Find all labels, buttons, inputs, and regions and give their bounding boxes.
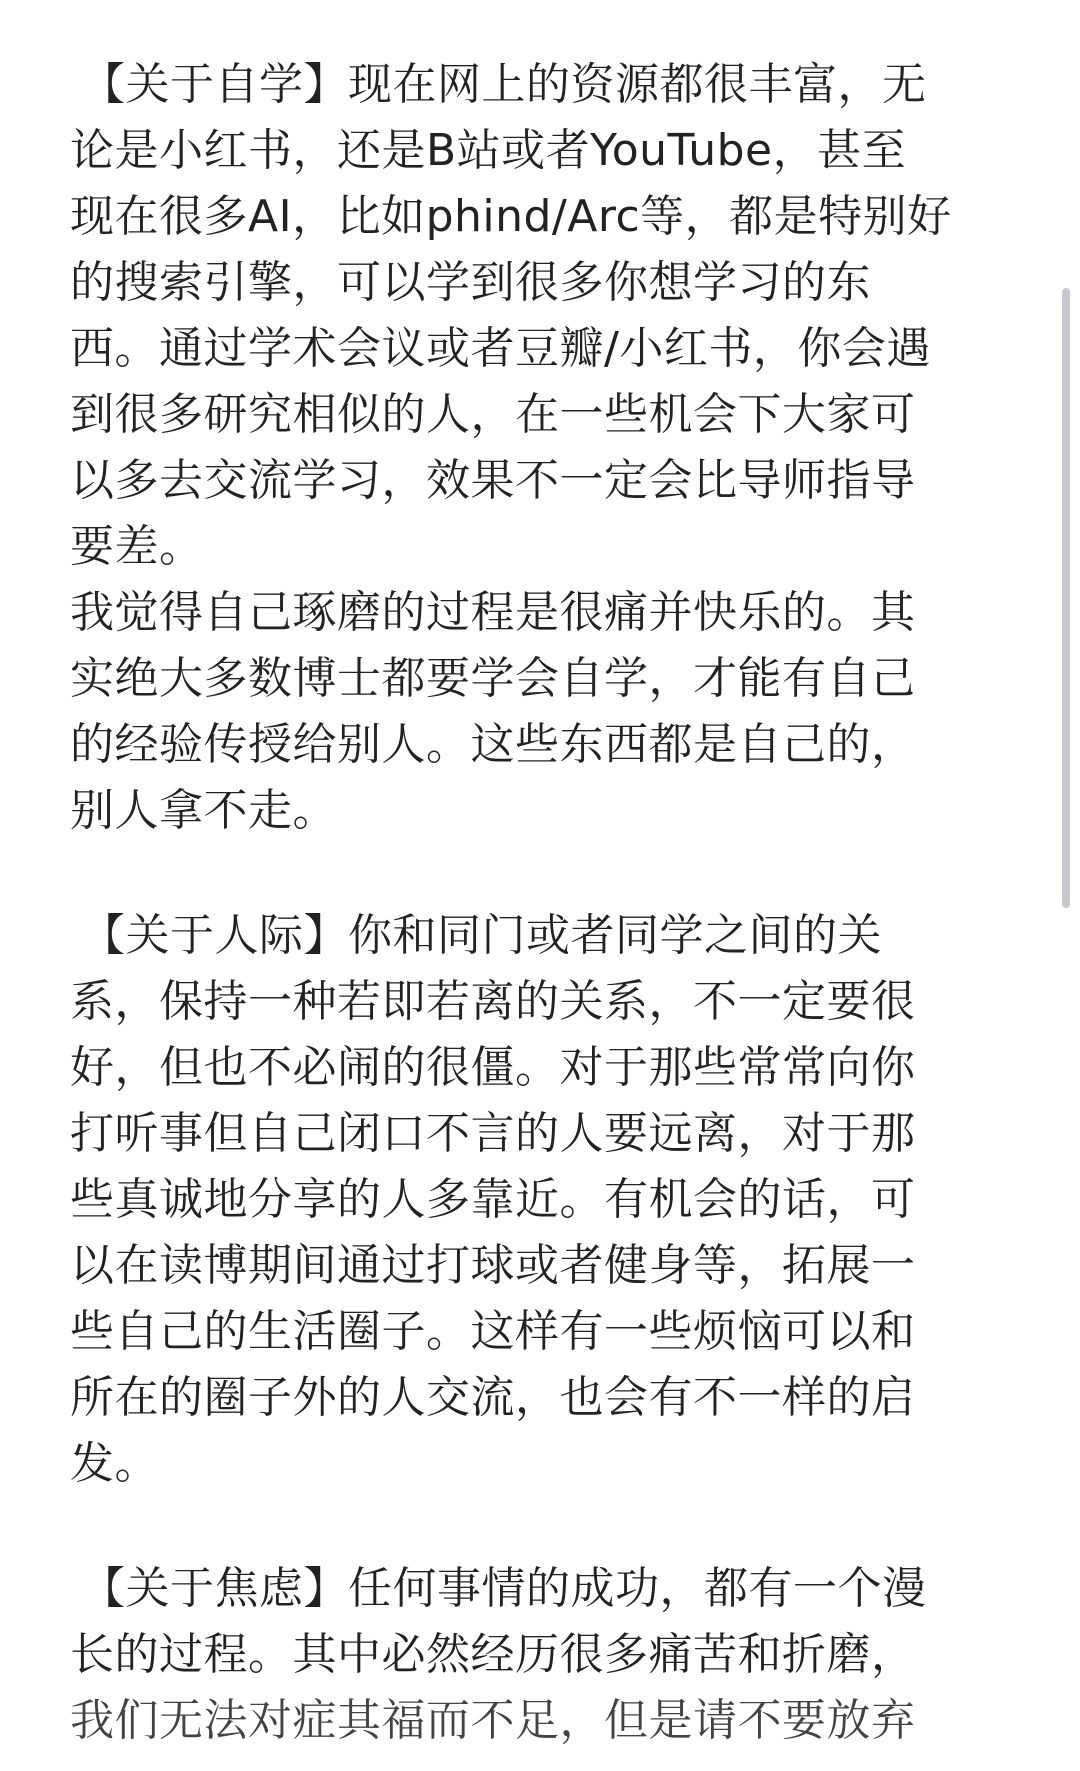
text-line: 要差。 [70, 521, 204, 572]
partially-visible-line [70, 1688, 1010, 1746]
text-line: 别人拿不走。 [70, 785, 337, 836]
text-line: 系，保持一种若即若离的关系，不一定要很 [70, 976, 916, 1027]
text-line: 以在读博期间通过打球或者健身等，拓展一 [70, 1240, 916, 1291]
text-line: 的经验传授给别人。这些东西都是自己的， [70, 719, 916, 770]
text-line: 打听事但自己闭口不言的人要远离，对于那 [70, 1108, 916, 1159]
section-self-study [70, 52, 1010, 844]
text-line: 以多去交流学习，效果不一定会比导师指导 [70, 455, 916, 506]
text-line: 我觉得自己琢磨的过程是很痛并快乐的。其 [70, 587, 916, 638]
section-relationships [70, 903, 1010, 1497]
text-line: 到很多研究相似的人，在一些机会下大家可 [70, 389, 916, 440]
section-anxiety [70, 1556, 1010, 1746]
text-line: 些真诚地分享的人多靠近。有机会的话，可 [70, 1174, 916, 1225]
text-line: 【关于自学】现在网上的资源都很丰富，无 [81, 59, 927, 110]
text-line: 【关于焦虑】任何事情的成功，都有一个漫 [81, 1563, 927, 1614]
text-line: 长的过程。其中必然经历很多痛苦和折磨， [70, 1629, 916, 1680]
text-line: 实绝大多数博士都要学会自学，才能有自己 [70, 653, 916, 704]
text-line: 的搜索引擎，可以学到很多你想学习的东 [70, 257, 871, 308]
text-line: 发。 [70, 1438, 159, 1489]
scrollbar-thumb[interactable] [1062, 288, 1070, 908]
text-line: 西。通过学术会议或者豆瓣/小红书，你会遇 [70, 323, 931, 374]
text-line: 论是小红书，还是B站或者YouTube，甚至 [70, 125, 907, 176]
text-line: 些自己的生活圈子。这样有一些烦恼可以和 [70, 1306, 916, 1357]
text-line: 【关于人际】你和同门或者同学之间的关 [81, 910, 882, 961]
text-line: 现在很多AI，比如phind/Arc等，都是特别好 [70, 191, 952, 242]
text-line: 所在的圈子外的人交流，也会有不一样的启 [70, 1372, 916, 1423]
text-line: 我们无法对症其福而不足，但是请不要放弃 [70, 1695, 916, 1746]
text-line: 好，但也不必闹的很僵。对于那些常常向你 [70, 1042, 916, 1093]
article-content [70, 52, 1010, 1771]
